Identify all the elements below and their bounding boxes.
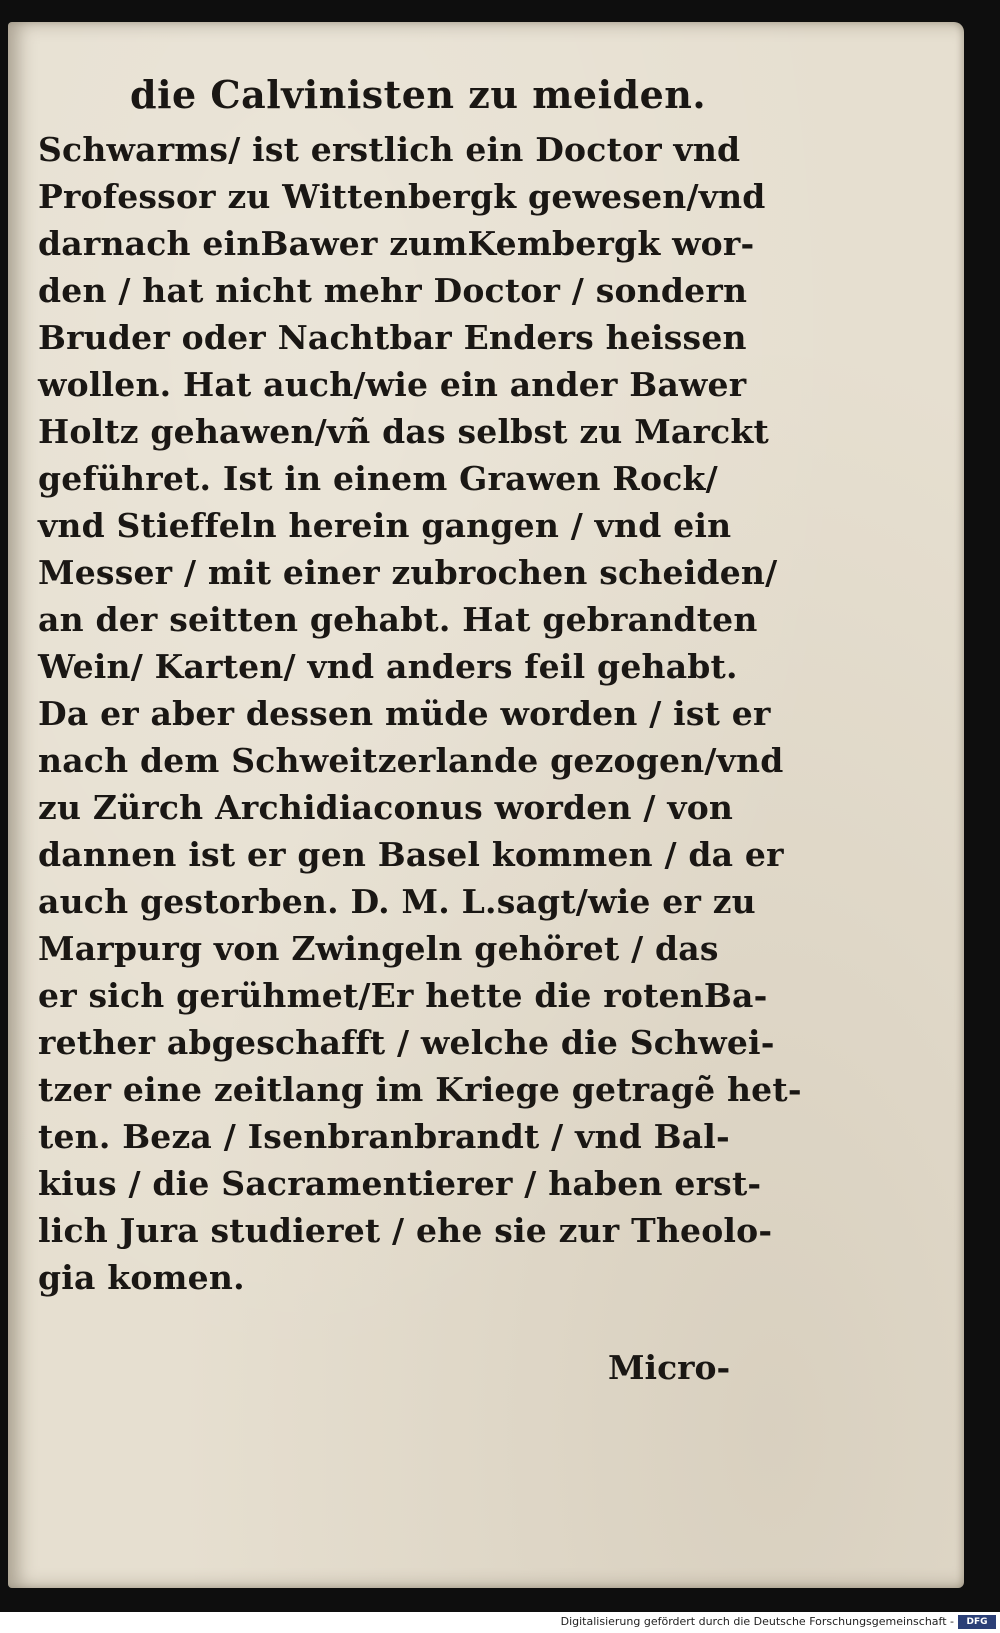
text-line: auch gestorben. D. M. L.sagt/wie er zu [38,882,756,921]
text-line: vnd Stieffeln herein gangen / vnd ein [38,506,732,545]
footer-credit: Digitalisierung gefördert durch die Deutsche Forschungsgemeinschaft - [560,1615,954,1628]
text-line: Marpurg von Zwingeln gehöret / das [38,929,719,968]
text-line: Schwarms/ ist erstlich ein Doctor vnd [38,130,741,169]
text-line: Wein/ Karten/ vnd anders feil gehabt. [38,647,738,686]
text-lines [38,126,802,1301]
text-line: Holtz gehawen/vñ das selbst zu Marckt [38,412,769,451]
text-line: Messer / mit einer zubrochen scheiden/ [38,553,778,592]
text-line: darnach einBawer zumKembergk wor- [38,224,755,263]
text-line: lich Jura studieret / ehe sie zur Theolo- [38,1211,773,1250]
book-page [8,22,964,1588]
page-text [38,72,802,1301]
text-line: zu Zürch Archidiaconus worden / von [38,788,734,827]
text-line: gia komen. [38,1258,245,1297]
catchword: Micro- [608,1348,731,1387]
dfg-logo: DFG [958,1615,996,1629]
text-line: Da er aber dessen müde worden / ist er [38,694,771,733]
text-line: dannen ist er gen Basel kommen / da er [38,835,784,874]
text-line: Bruder oder Nachtbar Enders heissen [38,318,747,357]
footer-bar [0,1612,1000,1633]
text-line: ten. Beza / Isenbranbrandt / vnd Bal- [38,1117,730,1156]
text-line: wollen. Hat auch/wie ein ander Bawer [38,365,747,404]
text-line: den / hat nicht mehr Doctor / sondern [38,271,748,310]
text-line: nach dem Schweitzerlande gezogen/vnd [38,741,784,780]
text-line: Professor zu Wittenbergk gewesen/vnd [38,177,766,216]
text-line: er sich gerühmet/Er hette die rotenBa- [38,976,768,1015]
text-line: geführet. Ist in einem Grawen Rock/ [38,459,718,498]
text-line: an der seitten gehabt. Hat gebrandten [38,600,758,639]
running-head: die Calvinisten zu meiden. [130,72,707,117]
text-line: kius / die Sacramentierer / haben erst- [38,1164,762,1203]
text-line: tzer eine zeitlang im Kriege getragẽ het- [38,1070,802,1109]
text-line: rether abgeschafft / welche die Schwei- [38,1023,775,1062]
